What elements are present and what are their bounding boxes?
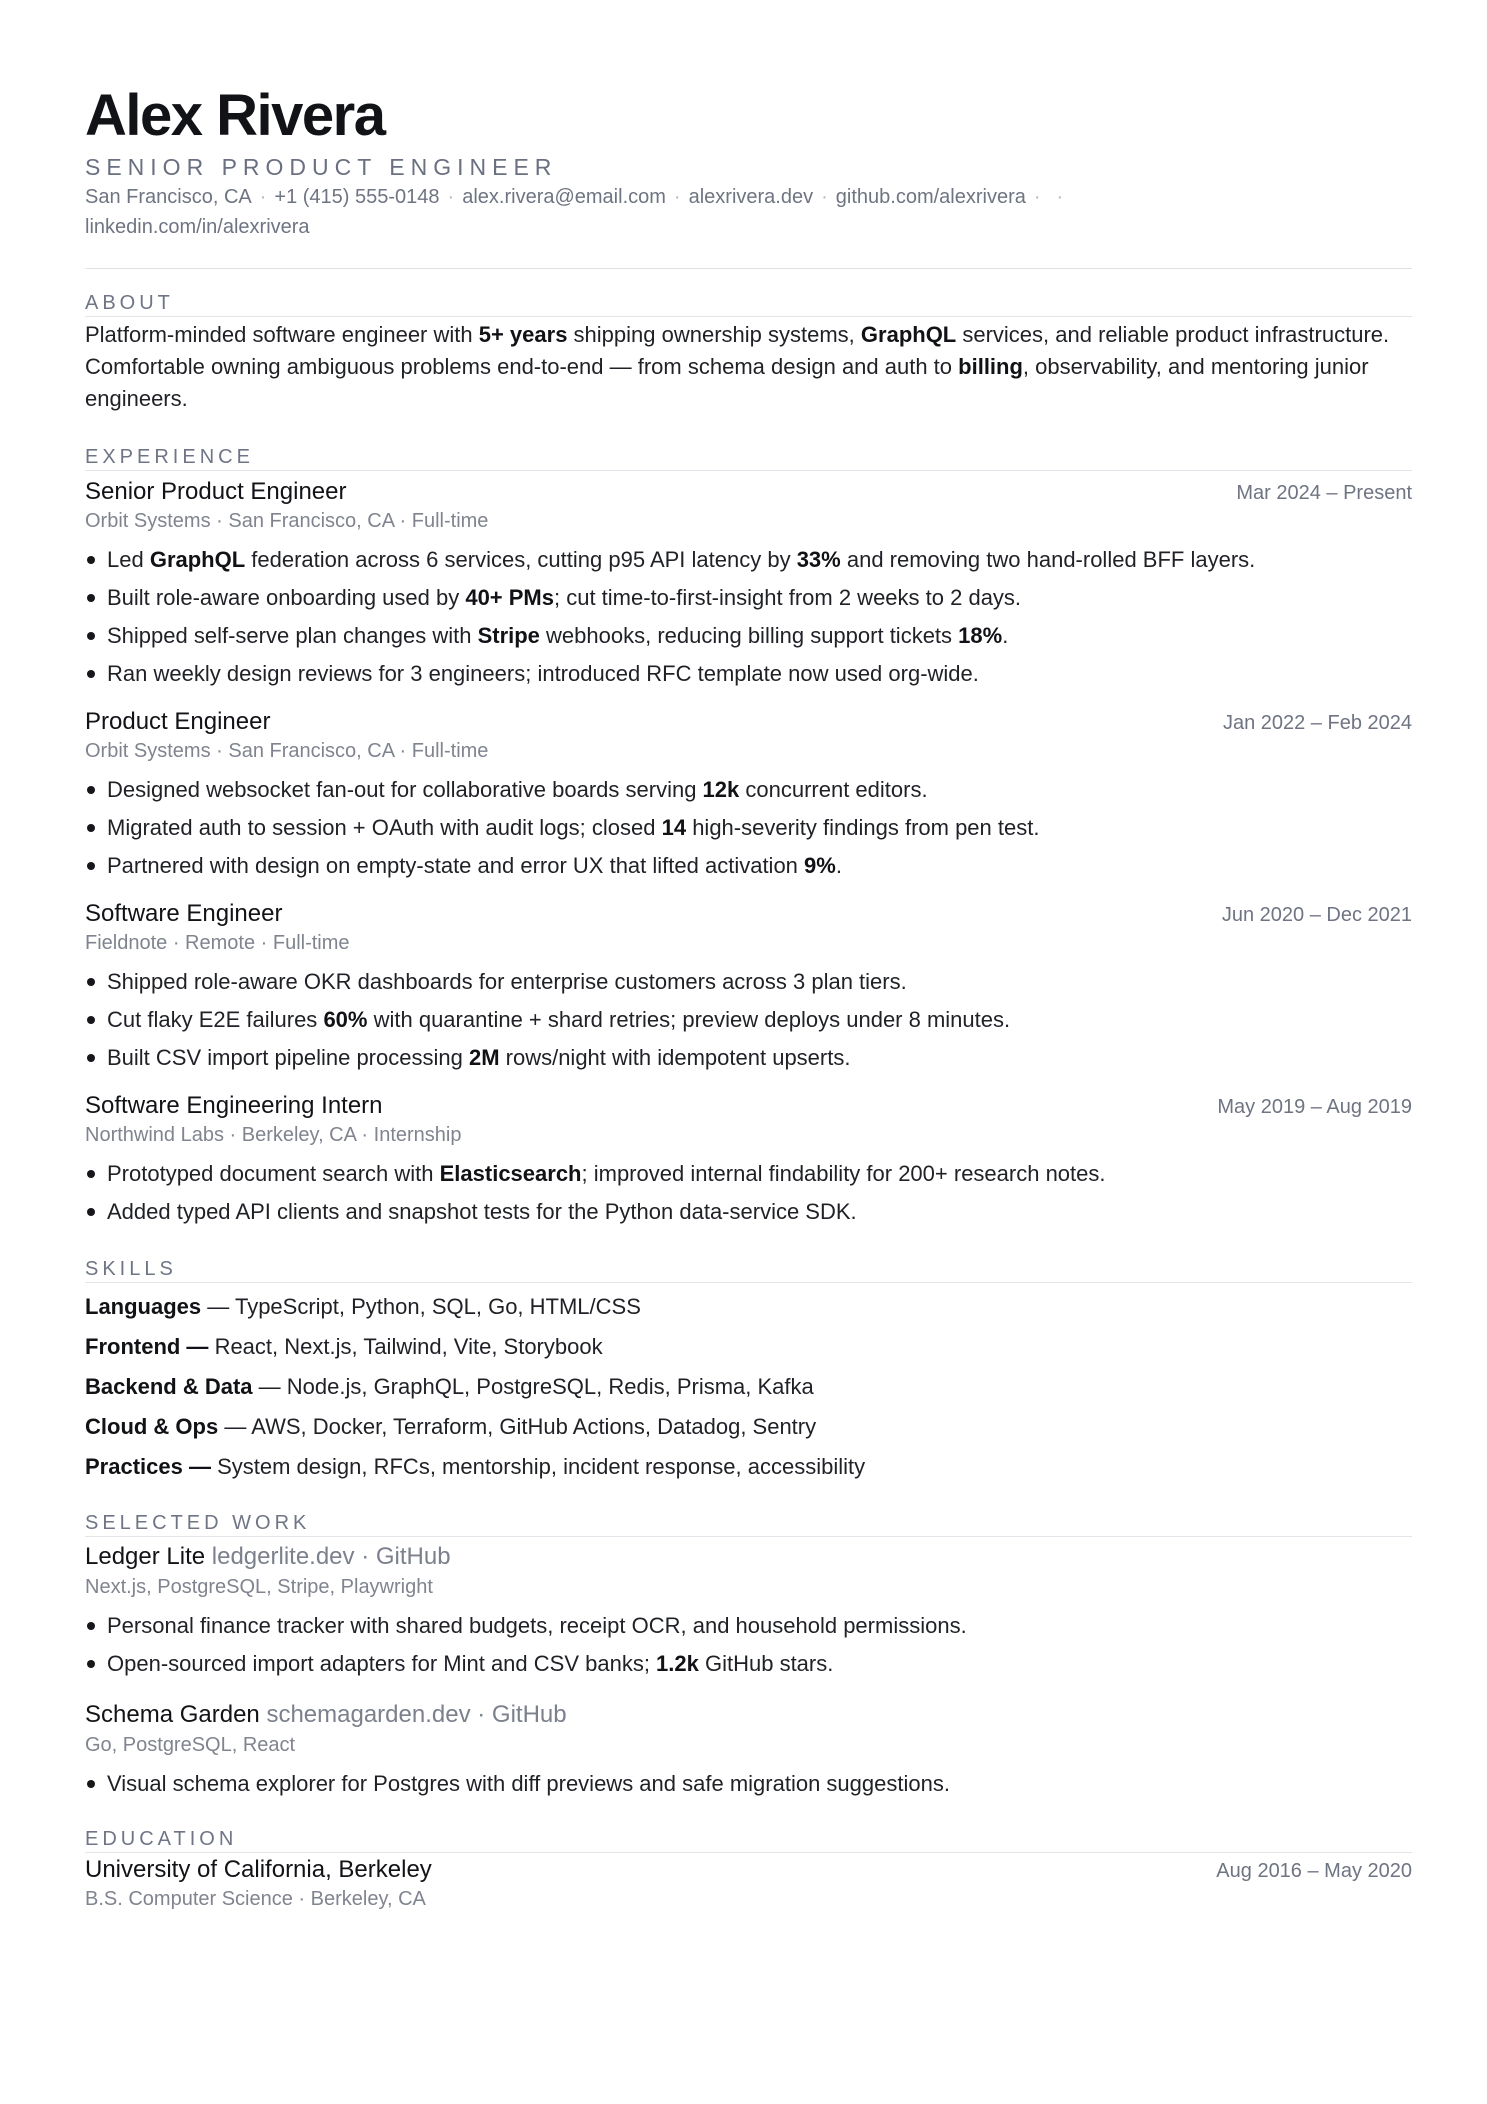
emphasis-text: 9% <box>804 853 836 878</box>
emphasis-text: Stripe <box>477 623 540 648</box>
contact-separator: · <box>447 186 455 208</box>
job-company-line: Orbit Systems · San Francisco, CA · Full-time <box>85 740 489 762</box>
job-header <box>85 707 1412 737</box>
job-date: May 2019 – Aug 2019 <box>1217 1096 1412 1118</box>
bullet-item <box>85 1193 1412 1231</box>
emphasis-text: 2M <box>468 1045 500 1070</box>
skill-values: AWS, Docker, Terraform, GitHub Actions, Datadog, Sentry <box>251 1414 817 1439</box>
bullet-item <box>85 617 1412 655</box>
job-date: Jun 2020 – Dec 2021 <box>1221 904 1412 926</box>
resume-content <box>85 82 1412 1913</box>
text-run: ; improved internal findability for 200+ research notes. <box>581 1161 1106 1186</box>
job-company-line: Fieldnote · Remote · Full-time <box>85 932 350 954</box>
section-title-education: EDUCATION <box>85 1828 238 1850</box>
skill-category: Languages <box>85 1294 202 1319</box>
text-run: Built CSV import pipeline processing <box>107 1045 469 1070</box>
text-run: GitHub stars. <box>698 1651 834 1676</box>
job-date: Mar 2024 – Present <box>1236 482 1412 504</box>
emphasis-text: GraphQL <box>860 322 957 347</box>
skill-row <box>85 1327 1412 1367</box>
skill-row <box>85 1407 1412 1447</box>
bullet-item <box>85 847 1412 885</box>
degree-line: B.S. Computer Science · Berkeley, CA <box>85 1888 426 1910</box>
bullet-item <box>85 1001 1412 1039</box>
text-run: Shipped self-serve plan changes with <box>107 623 478 648</box>
project-bullets <box>85 1765 1412 1803</box>
contact-separator: · <box>821 186 828 208</box>
contact-separator: · <box>1033 186 1041 208</box>
skill-category: Cloud & Ops <box>85 1414 219 1439</box>
contact-item: alex.rivera@email.com <box>462 186 666 208</box>
project-header <box>85 1699 1412 1731</box>
job-title: Product Engineer <box>85 708 271 735</box>
candidate-name: Alex Rivera <box>85 83 385 148</box>
bullet-item <box>85 1607 1412 1645</box>
text-run: Prototyped document search with <box>107 1161 440 1186</box>
text-run: Shipped role-aware OKR dashboards for enterprise customers across 3 plan tiers. <box>107 969 907 994</box>
text-run: Open-sourced import adapters for Mint and CSV banks; <box>107 1651 657 1676</box>
text-run: Visual schema explorer for Postgres with diff previews and safe migration suggestions. <box>107 1771 950 1796</box>
text-run: , observability, and mentoring junior engineers. <box>85 354 1369 411</box>
text-run: with quarantine + shard retries; preview deploys under 8 minutes. <box>367 1007 1011 1032</box>
text-run: Built role-aware onboarding used by <box>107 585 466 610</box>
contact-item: linkedin.com/in/alexrivera <box>85 216 310 238</box>
bullet-item <box>85 655 1412 693</box>
job-entry <box>85 477 1412 693</box>
project-name: Ledger Lite <box>85 1543 206 1570</box>
skill-category: Backend & Data <box>85 1374 253 1399</box>
project-links: ledgerlite.dev · GitHub <box>211 1543 451 1570</box>
contact-separator: · <box>673 186 681 208</box>
skill-values: React, Next.js, Tailwind, Vite, Storybook <box>214 1334 603 1359</box>
skill-row <box>85 1287 1412 1327</box>
about-paragraph <box>85 319 1412 415</box>
bullet-item <box>85 541 1412 579</box>
text-run: Designed websocket fan-out for collaborative boards serving <box>107 777 703 802</box>
text-run: Ran weekly design reviews for 3 engineers; introduced RFC template now used org-wide. <box>107 661 979 686</box>
job-bullets <box>85 963 1412 1077</box>
section-divider <box>85 470 1412 471</box>
text-run: Led <box>107 547 150 572</box>
emphasis-text: 14 <box>661 815 687 840</box>
emphasis-text: 40+ PMs <box>465 585 554 610</box>
emphasis-text: Elasticsearch <box>439 1161 582 1186</box>
project-entry <box>85 1541 1412 1683</box>
project-bullets <box>85 1607 1412 1683</box>
project-entry <box>85 1699 1412 1803</box>
emphasis-text: 5+ years <box>478 322 568 347</box>
job-entry <box>85 1091 1412 1231</box>
section-divider <box>85 1852 1412 1853</box>
job-header <box>85 1091 1412 1121</box>
skill-dash: — <box>218 1414 252 1439</box>
emphasis-text: 18% <box>958 623 1003 648</box>
text-run: . <box>1002 623 1009 648</box>
job-entry <box>85 899 1412 1077</box>
text-run: . <box>835 853 842 878</box>
contact-item: San Francisco, CA <box>85 186 252 208</box>
job-entry <box>85 707 1412 885</box>
bullet-item <box>85 1039 1412 1077</box>
section-divider <box>85 316 1412 317</box>
text-run: high-severity findings from pen test. <box>686 815 1040 840</box>
section-title-skills: SKILLS <box>85 1258 177 1280</box>
emphasis-text: billing <box>958 354 1023 379</box>
contact-item: github.com/alexrivera <box>835 186 1026 208</box>
contact-item: alexrivera.dev <box>688 186 814 208</box>
job-bullets <box>85 541 1412 693</box>
skill-row <box>85 1447 1412 1487</box>
text-run: concurrent editors. <box>739 777 928 802</box>
skills-list <box>85 1287 1412 1487</box>
text-run: rows/night with idempotent upserts. <box>499 1045 851 1070</box>
job-title: Software Engineer <box>85 900 283 927</box>
job-bullets <box>85 1155 1412 1231</box>
job-header <box>85 477 1412 507</box>
text-run: services, and reliable product infrastructure. Comfortable owning ambiguous problems end-to-end — from schema design and auth to <box>85 322 1390 379</box>
contact-separator: · <box>1056 186 1064 208</box>
about-section <box>85 291 1412 415</box>
job-header <box>85 899 1412 929</box>
project-links: schemagarden.dev · GitHub <box>266 1701 567 1728</box>
job-title: Software Engineering Intern <box>85 1092 383 1119</box>
skill-dash: — <box>252 1374 287 1399</box>
section-title-about: ABOUT <box>85 292 174 314</box>
job-date: Jan 2022 – Feb 2024 <box>1222 712 1412 734</box>
skill-dash: — <box>201 1294 235 1319</box>
bullet-item <box>85 1155 1412 1193</box>
job-list <box>85 477 1412 1231</box>
section-title-experience: EXPERIENCE <box>85 446 254 468</box>
emphasis-text: 1.2k <box>656 1651 699 1676</box>
emphasis-text: 60% <box>323 1007 368 1032</box>
contact-separator: · <box>259 186 267 208</box>
header-divider <box>85 268 1412 269</box>
text-run: federation across 6 services, cutting p95 API latency by <box>245 547 797 572</box>
job-company-line: Orbit Systems · San Francisco, CA · Full-time <box>85 510 489 532</box>
emphasis-text: 12k <box>702 777 740 802</box>
text-run: ; cut time-to-first-insight from 2 weeks to 2 days. <box>554 585 1022 610</box>
skill-values: TypeScript, Python, SQL, Go, HTML/CSS <box>234 1294 641 1319</box>
skill-category: Practices — <box>85 1454 211 1479</box>
section-title-selected-work: SELECTED WORK <box>85 1512 311 1534</box>
project-tech-stack: Go, PostgreSQL, React <box>85 1734 296 1756</box>
bullet-item <box>85 771 1412 809</box>
contact-item: +1 (415) 555-0148 <box>274 186 440 208</box>
text-run: Added typed API clients and snapshot tests for the Python data-service SDK. <box>107 1199 857 1224</box>
bullet-item <box>85 809 1412 847</box>
education-date: Aug 2016 – May 2020 <box>1216 1860 1412 1882</box>
emphasis-text: 33% <box>796 547 841 572</box>
bullet-item <box>85 1765 1412 1803</box>
project-list <box>85 1541 1412 1803</box>
project-tech-stack: Next.js, PostgreSQL, Stripe, Playwright <box>85 1576 433 1598</box>
skill-category: Frontend — <box>85 1334 209 1359</box>
skill-row <box>85 1367 1412 1407</box>
text-run: Personal finance tracker with shared budgets, receipt OCR, and household permissions. <box>107 1613 967 1638</box>
project-name: Schema Garden <box>85 1701 260 1728</box>
bullet-item <box>85 1645 1412 1683</box>
job-title: Senior Product Engineer <box>85 478 347 505</box>
candidate-role: SENIOR PRODUCT ENGINEER <box>85 154 558 180</box>
section-divider <box>85 1282 1412 1283</box>
text-run: Migrated auth to session + OAuth with audit logs; closed <box>107 815 662 840</box>
experience-section <box>85 445 1412 1231</box>
school-name: University of California, Berkeley <box>85 1856 432 1883</box>
project-header <box>85 1541 1412 1573</box>
selected-work-section <box>85 1511 1412 1803</box>
text-run: Cut flaky E2E failures <box>107 1007 324 1032</box>
text-run: shipping ownership systems, <box>567 322 861 347</box>
job-bullets <box>85 771 1412 885</box>
bullet-item <box>85 963 1412 1001</box>
text-run: Platform-minded software engineer with <box>85 322 479 347</box>
section-divider <box>85 1536 1412 1537</box>
emphasis-text: GraphQL <box>149 547 246 572</box>
text-run: webhooks, reducing billing support tickets <box>539 623 959 648</box>
job-company-line: Northwind Labs · Berkeley, CA · Internship <box>85 1124 462 1146</box>
bullet-item <box>85 579 1412 617</box>
skill-values: System design, RFCs, mentorship, incident response, accessibility <box>217 1454 866 1479</box>
skills-section <box>85 1257 1412 1487</box>
education-section <box>85 1827 1412 1913</box>
skill-values: Node.js, GraphQL, PostgreSQL, Redis, Prisma, Kafka <box>286 1374 814 1399</box>
education-header <box>85 1855 1412 1885</box>
text-run: and removing two hand-rolled BFF layers. <box>840 547 1256 572</box>
text-run: Partnered with design on empty-state and error UX that lifted activation <box>107 853 805 878</box>
contact-line <box>85 182 1412 242</box>
